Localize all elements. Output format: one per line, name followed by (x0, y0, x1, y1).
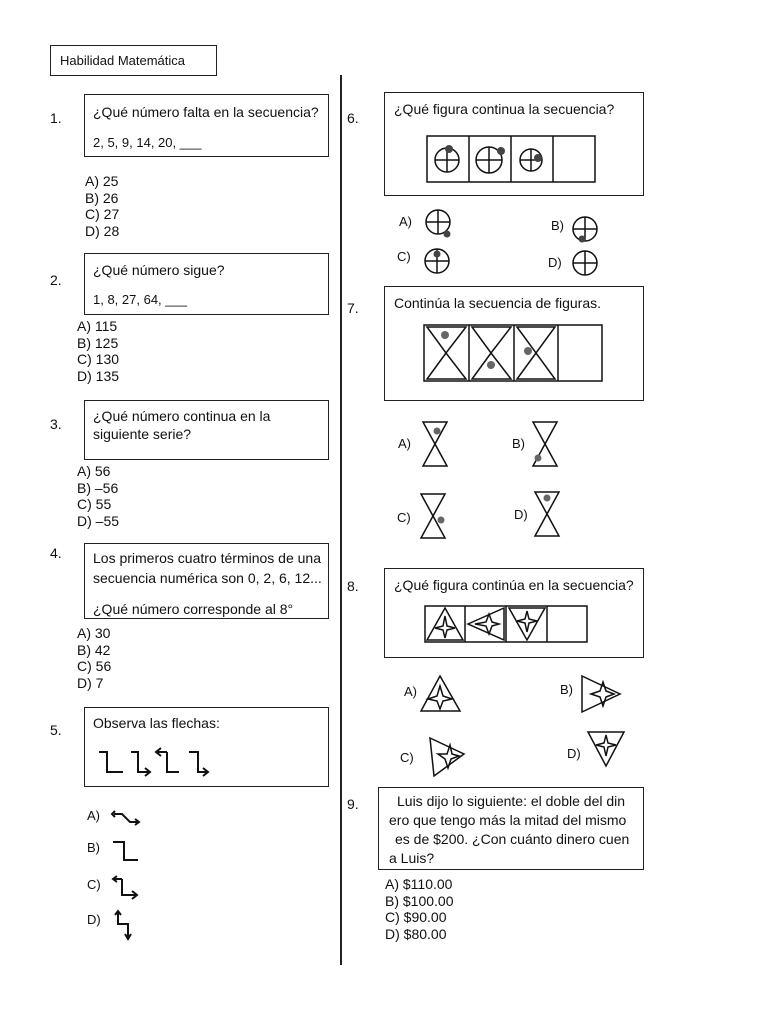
question-2-options (77, 318, 119, 384)
question-7-option-d-figure[interactable] (533, 490, 563, 540)
question-6-option-a-label[interactable]: A) (399, 214, 412, 229)
question-5-number: 5. (50, 722, 62, 738)
question-5-option-b-label[interactable]: B) (87, 840, 100, 855)
question-3-option-d[interactable]: D) –55 (77, 512, 120, 529)
question-2-option-b[interactable]: B) 125 (77, 334, 119, 351)
question-1-box (84, 94, 329, 157)
question-8-option-a-label[interactable]: A) (404, 684, 417, 699)
question-7-option-a-label[interactable]: A) (398, 436, 411, 451)
question-8-option-d-figure[interactable] (586, 730, 626, 770)
column-divider (340, 75, 342, 965)
question-5-option-a-arrow[interactable] (112, 810, 142, 830)
question-1-number: 1. (50, 110, 62, 126)
question-9-text-line1: Luis dijo lo siguiente: el doble del din (397, 793, 626, 809)
question-4-option-d[interactable]: D) 7 (77, 674, 104, 691)
question-3-options (77, 463, 119, 529)
question-7-text: Continúa la secuencia de figuras. (394, 295, 602, 311)
question-4-options (77, 625, 111, 691)
question-5-text: Observa las flechas: (93, 715, 220, 731)
question-2-option-c[interactable]: C) 130 (77, 351, 120, 367)
question-1-text: ¿Qué número falta en la secuencia? (93, 104, 319, 120)
question-9-option-a[interactable]: A) $110.00 (385, 876, 453, 892)
question-4-text-line2: secuencia numérica son 0, 2, 6, 12... (93, 570, 322, 586)
question-6-option-d-figure[interactable] (571, 246, 601, 280)
question-2-option-d[interactable]: D) 135 (77, 367, 120, 384)
question-1-option-a[interactable]: A) 25 (85, 173, 119, 189)
question-4-option-c[interactable]: C) 56 (77, 658, 112, 674)
question-9-text-line4: a Luis? (389, 850, 435, 866)
question-9-text-line2: ero que tengo más la mitad del mismo (389, 812, 627, 828)
question-6-sequence-figure (427, 136, 597, 184)
question-4-option-a[interactable]: A) 30 (77, 625, 111, 641)
question-3-option-c[interactable]: C) 55 (77, 496, 112, 512)
question-4-option-b[interactable]: B) 42 (77, 641, 111, 658)
question-3-option-b[interactable]: B) –56 (77, 479, 119, 496)
question-8-option-c-figure[interactable] (426, 736, 470, 780)
question-3-box (84, 400, 329, 460)
question-7-sequence-figure (424, 325, 604, 383)
question-9-box (378, 787, 644, 870)
question-5-box (84, 707, 329, 787)
question-4-number: 4. (50, 545, 62, 561)
question-3-option-a[interactable]: A) 56 (77, 463, 111, 479)
question-5-option-c-label[interactable]: C) (87, 877, 101, 892)
question-6-option-c-label[interactable]: C) (397, 249, 411, 264)
question-4-box (84, 543, 329, 619)
question-5-option-d-label[interactable]: D) (87, 912, 101, 927)
question-6-option-d-label[interactable]: D) (548, 255, 562, 270)
question-3-text-line2: siguiente serie? (93, 426, 192, 442)
question-7-option-b-figure[interactable] (531, 420, 561, 470)
question-9-option-b[interactable]: B) $100.00 (385, 892, 454, 909)
question-1-options (85, 173, 119, 239)
question-8-option-b-figure[interactable] (580, 674, 624, 714)
question-7-option-d-label[interactable]: D) (514, 507, 528, 522)
question-8-option-b-label[interactable]: B) (560, 682, 573, 697)
question-5-option-b-arrow[interactable] (112, 840, 142, 865)
question-6-number: 6. (347, 110, 359, 126)
question-6-option-a-figure[interactable] (425, 207, 455, 241)
question-8-text: ¿Qué figura continúa en la secuencia? (394, 577, 634, 593)
question-9-option-d[interactable]: D) $80.00 (385, 925, 447, 942)
question-7-option-c-label[interactable]: C) (397, 510, 411, 525)
question-8-number: 8. (347, 578, 359, 594)
question-7-option-b-label[interactable]: B) (512, 436, 525, 451)
question-2-text: ¿Qué número sigue? (93, 262, 225, 278)
question-9-option-c[interactable]: C) $90.00 (385, 909, 447, 925)
question-6-option-b-figure[interactable] (571, 213, 601, 247)
question-7-option-c-figure[interactable] (419, 492, 449, 542)
question-1-sequence: 2, 5, 9, 14, 20, ___ (93, 135, 202, 150)
title-box (50, 45, 217, 76)
question-4-text-line3: ¿Qué número corresponde al 8° (93, 601, 294, 617)
question-8-option-d-label[interactable]: D) (567, 746, 581, 761)
question-1-option-b[interactable]: B) 26 (85, 189, 119, 206)
question-8-sequence-figure (425, 606, 590, 644)
question-3-text-line1: ¿Qué número continua en la (93, 408, 271, 424)
question-5-option-c-arrow[interactable] (112, 875, 142, 900)
question-5-option-a-label[interactable]: A) (87, 808, 100, 823)
question-9-number: 9. (347, 796, 359, 812)
question-7-option-a-figure[interactable] (421, 420, 451, 470)
question-2-number: 2. (50, 272, 62, 288)
question-1-option-d[interactable]: D) 28 (85, 222, 120, 239)
question-2-option-a[interactable]: A) 115 (77, 318, 118, 334)
question-5-option-d-arrow[interactable] (112, 910, 142, 942)
page-title: Habilidad Matemática (60, 53, 186, 68)
question-8-option-c-label[interactable]: C) (400, 750, 414, 765)
question-6-text: ¿Qué figura continua la secuencia? (394, 101, 615, 117)
question-2-sequence: 1, 8, 27, 64, ___ (93, 292, 187, 307)
question-3-number: 3. (50, 416, 62, 432)
question-2-box (84, 253, 329, 315)
question-7-number: 7. (347, 300, 359, 316)
question-6-option-b-label[interactable]: B) (551, 218, 564, 233)
question-9-options (385, 876, 454, 942)
question-6-option-c-figure[interactable] (423, 244, 453, 278)
question-1-option-c[interactable]: C) 27 (85, 206, 120, 222)
arrow-sequence-figure (97, 750, 227, 780)
question-4-text-line1: Los primeros cuatro términos de una (93, 550, 321, 566)
question-8-option-a-figure[interactable] (420, 674, 464, 714)
question-9-text-line3: es de $200. ¿Con cuánto dinero cuen (395, 831, 630, 847)
